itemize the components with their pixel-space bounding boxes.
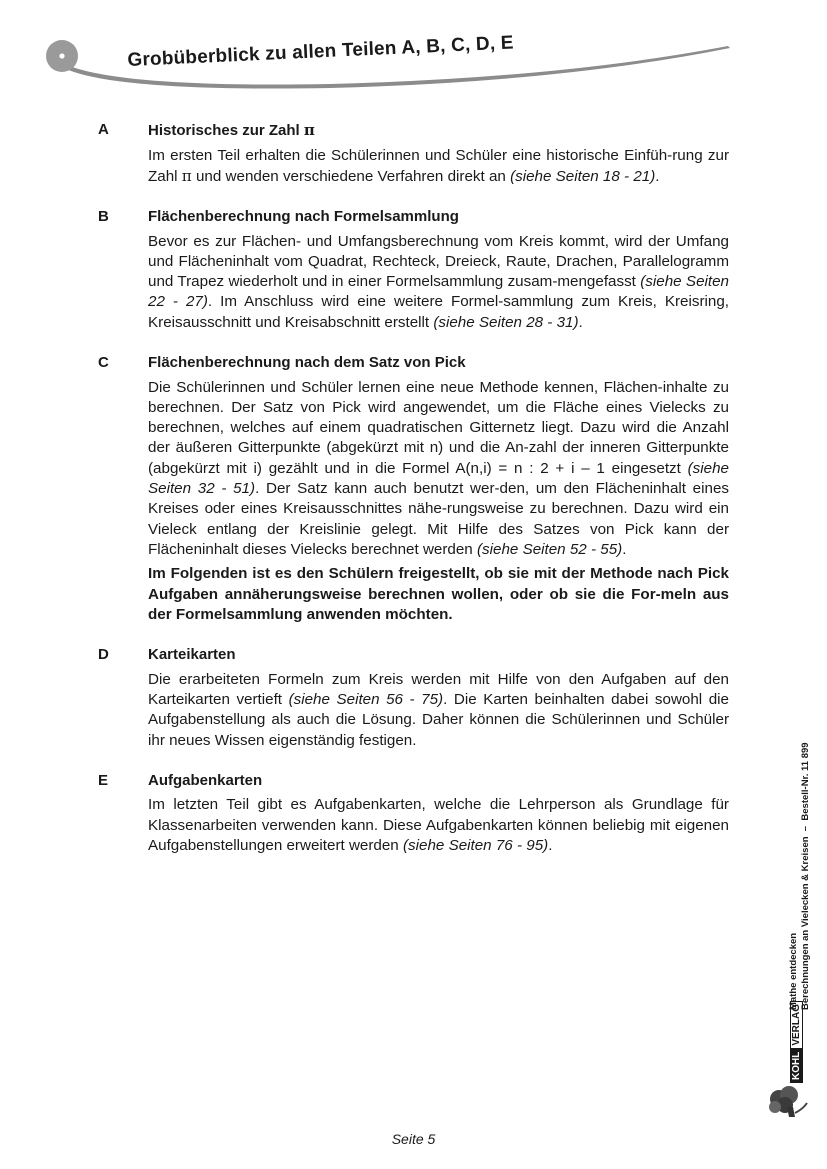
- section-paragraph: [148, 146, 729, 188]
- section-a: [98, 120, 729, 187]
- section-e: [98, 771, 729, 856]
- para-text: Im letzten Teil gibt es Aufgabenkarten, welche die Lehrperson als Grundlage für Klassenarbeiten verwenden kann. Diese Aufgabenkarten können beliebig mit eigenen Aufgabenstellungen erweitert werden: [148, 796, 729, 854]
- para-text: . Der Satz kann auch benutzt wer-den, um den Flächeninhalt eines Kreises oder eines Kreisausschnittes nähe-rungsweise zu berechnen. Dazu wird ein Vieleck entlang der Kreislinie gelegt. Mit Hilfe des Satzes von Pick kann der Flächeninhalt dieses Vielecks berechnet werden: [148, 480, 729, 558]
- section-title: Karteikarten: [148, 646, 236, 664]
- publisher-name: VERLAG: [790, 1001, 803, 1049]
- page-reference: (siehe Seiten 22 - 27): [148, 273, 729, 311]
- publisher-logo: [790, 1001, 803, 1083]
- para-text: . Im Anschluss wird eine weitere Formel-sammlung zum Kreis, Kreisring, Kreisausschnitt und Kreisabschnitt erstellt: [148, 293, 729, 331]
- para-text: .: [578, 313, 583, 331]
- para-text: .: [655, 167, 660, 185]
- section-paragraph: [148, 232, 729, 333]
- page-reference: (siehe Seiten 52 - 55): [476, 540, 623, 558]
- section-letter: D: [98, 646, 109, 664]
- order-number: Bestell-Nr. 11 899: [799, 742, 811, 821]
- section-d: [98, 645, 729, 751]
- section-paragraph: [148, 378, 729, 561]
- page-reference: (siehe Seiten 18 - 21): [510, 167, 656, 185]
- section-letter: C: [98, 354, 109, 372]
- pi-symbol: π: [181, 166, 192, 185]
- page-title: Grobüberblick zu allen Teilen A, B, C, D, E: [127, 32, 515, 72]
- publisher-name-box: KOHL: [790, 1049, 803, 1083]
- series-name: Mathe entdecken: [788, 932, 799, 1010]
- section-title: [148, 120, 729, 142]
- para-text: Die erarbeiteten Formeln zum Kreis werden mit Hilfe von den Aufgaben auf den Karteikarten vertieft: [148, 670, 729, 708]
- section-paragraph: [148, 670, 729, 751]
- section-letter: E: [98, 771, 109, 789]
- para-text: .: [622, 540, 627, 558]
- section-note: Im Folgenden ist es den Schülern freigestellt, ob sie mit der Methode nach Pick Aufgaben annäherungsweise berechnen wollen, oder ob sie die For-meln aus der Formelsammlung anwenden möchten.: [148, 565, 729, 623]
- separator: –: [799, 825, 811, 832]
- para-text: Im ersten Teil erhalten die Schülerinnen und Schüler eine historische Einfüh-rung zur Zahl: [148, 146, 729, 185]
- page-number: Seite 5: [391, 1131, 436, 1147]
- para-text: Die Schülerinnen und Schüler lernen eine neue Methode kennen, Flächen-inhalte zu berechnen. Der Satz von Pick wird angewendet, um die Fläche eines Vielecks zu berechnen, welches auf einem quadratischen Gitternetz liegt. Dazu wird die Anzahl der äußeren Gitterpunkte (abgekürzt mit n) und die An-zahl der inneren Gitterpunkte (abgekürzt mit i) gezählt und in die Formel A(n,i) = n : 2 + i – 1 eingesetzt: [148, 378, 729, 477]
- para-text: .: [548, 836, 553, 854]
- pi-symbol: π: [303, 121, 315, 139]
- page-reference: (siehe Seiten 32 - 51): [148, 459, 729, 498]
- page-reference: (siehe Seiten 28 - 31): [433, 313, 579, 331]
- tree-logo-icon: [765, 1085, 811, 1119]
- section-b: [98, 207, 729, 333]
- book-title: Berechnungen an Vielecken & Kreisen: [799, 836, 811, 1010]
- section-letter: A: [98, 121, 109, 138]
- page-reference: (siehe Seiten 56 - 75): [288, 690, 444, 708]
- section-letter: B: [98, 208, 109, 226]
- book-info: [800, 742, 812, 1010]
- section-title-text: Historisches zur Zahl: [148, 122, 304, 139]
- page-reference: (siehe Seiten 76 - 95): [402, 836, 549, 854]
- section-title: Aufgabenkarten: [148, 771, 263, 789]
- section-c: [98, 353, 729, 625]
- para-text: Bevor es zur Flächen- und Umfangsberechnung vom Kreis kommt, wird der Umfang und Flächeninhalt vom Quadrat, Rechteck, Dreieck, Raute, Drachen, Parallelogramm und Trapez wiederholt und in einer Formelsammlung zusam-mengefasst: [148, 232, 729, 291]
- section-title: Flächenberechnung nach dem Satz von Pick: [148, 354, 466, 372]
- section-paragraph: [148, 795, 729, 856]
- sidebar-imprint: [788, 742, 811, 1010]
- para-text: und wenden verschiedene Verfahren direkt an: [191, 167, 511, 185]
- section-title: Flächenberechnung nach Formelsammlung: [148, 208, 459, 226]
- para-text: . Die Karten beinhalten dabei sowohl die Aufgabenstellung als auch die Lösung. Daher können die Schülerinnen und Schüler ihr neues Wissen eigenständig festigen.: [148, 690, 729, 749]
- main-content: [98, 120, 729, 876]
